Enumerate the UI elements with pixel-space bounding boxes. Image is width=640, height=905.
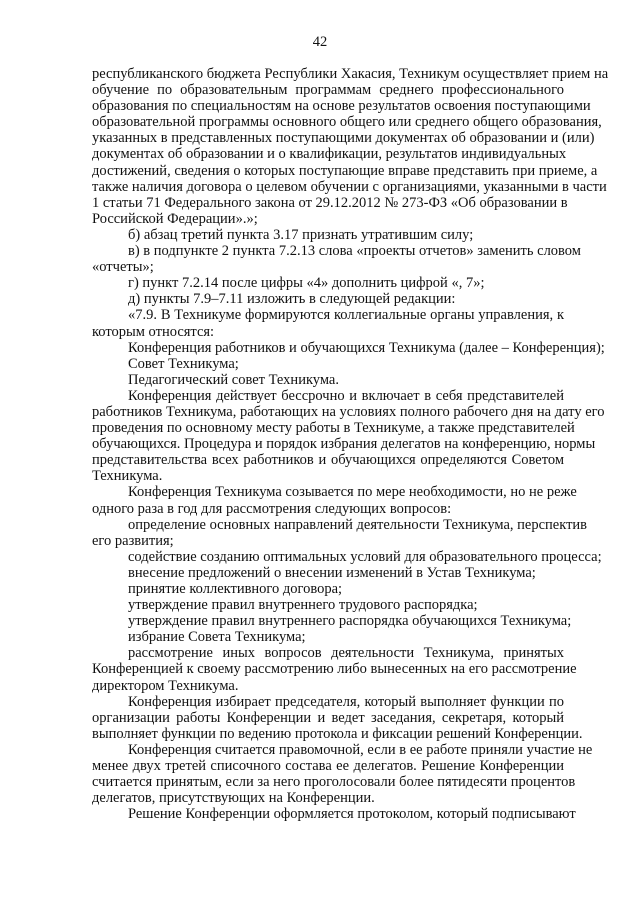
text-line: делегатов, присутствующих на Конференции. — [92, 790, 375, 807]
text-line: Техникума. — [92, 468, 163, 485]
text-line: представительства всех работников и обучающихся определяются Советом — [92, 452, 564, 469]
text-line: Педагогический совет Техникума. — [128, 371, 339, 388]
text-line: достижений, сведения о которых поступающие вправе представить при приеме, а — [92, 162, 598, 179]
text-line: организации работы Конференции и ведет заседания, секретаря, который — [92, 709, 564, 726]
text-line: внесение предложений о внесении изменений в Устав Техникума; — [128, 564, 536, 581]
text-line: г) пункт 7.2.14 после цифры «4» дополнить цифрой «, 7»; — [128, 275, 485, 292]
text-line: утверждение правил внутреннего распорядка обучающихся Техникума; — [128, 613, 572, 630]
text-line: которым относятся: — [92, 323, 215, 340]
text-line: 1 статьи 71 Федерального закона от 29.12.2012 № 273-ФЗ «Об образовании в — [92, 194, 568, 211]
text-line: утверждение правил внутреннего трудового распорядка; — [128, 597, 478, 614]
text-line: б) абзац третий пункта 3.17 признать утратившим силу; — [128, 226, 474, 243]
text-line: также наличия договора о целевом обучении с организациями, указанными в части — [92, 178, 607, 195]
text-line: считается принятым, если за него проголосовали более пятидесяти процентов — [92, 774, 576, 791]
text-line: д) пункты 7.9–7.11 изложить в следующей редакции: — [128, 291, 456, 308]
text-line: обучающихся. Процедура и порядок избрания делегатов на конференцию, нормы — [92, 436, 596, 453]
page-number: 42 — [312, 34, 328, 50]
text-line: содействие созданию оптимальных условий для образовательного процесса; — [128, 548, 602, 565]
text-line: документах об образовании и о квалификации, результатов индивидуальных — [92, 146, 567, 163]
text-line: указанных в представленных поступающими документах об образовании и (или) — [92, 130, 595, 147]
text-line: определение основных направлений деятельности Техникума, перспектив — [128, 516, 588, 533]
text-line: образовательной программы основного общего или среднего общего образования, — [92, 114, 602, 131]
text-line: Совет Техникума; — [128, 355, 239, 372]
text-line: в) в подпункте 2 пункта 7.2.13 слова «проекты отчетов» заменить словом — [128, 243, 581, 260]
text-line: Конференция действует бессрочно и включает в себя представителей — [128, 387, 564, 404]
text-line: республиканского бюджета Республики Хакасия, Техникум осуществляет прием на — [92, 66, 609, 82]
text-line: Российской Федерации».»; — [92, 210, 258, 227]
text-line: «7.9. В Техникуме формируются коллегиальные органы управления, к — [128, 307, 564, 324]
text-line: работников Техникума, работающих на условиях полного рабочего дня на дату его — [92, 403, 605, 420]
text-line: директором Техникума. — [92, 677, 239, 694]
text-line: Конференция работников и обучающихся Техникума (далее – Конференция); — [128, 339, 605, 356]
text-line: принятие коллективного договора; — [128, 581, 343, 597]
text-line: образования по специальностям на основе результатов освоения поступающими — [92, 98, 591, 115]
text-line: проведения по основному месту работы в Техникуме, а также представителей — [92, 420, 575, 437]
text-line: Конференция Техникума созывается по мере необходимости, но не реже — [128, 484, 577, 501]
text-line: обучение по образовательным программам среднего профессионального — [92, 82, 564, 99]
text-line: «отчеты»; — [92, 259, 154, 276]
text-line: менее двух третей списочного состава ее делегатов. Решение Конференции — [92, 758, 564, 775]
text-line: Конференцией к своему рассмотрению либо вынесенных на его рассмотрение — [92, 661, 577, 678]
text-line: Конференция считается правомочной, если в ее работе приняли участие не — [128, 741, 593, 758]
text-line: его развития; — [92, 532, 174, 549]
text-line: одного раза в год для рассмотрения следующих вопросов: — [92, 500, 452, 517]
text-line: Конференция избирает председателя, который выполняет функции по — [128, 693, 564, 710]
document-body — [92, 66, 609, 823]
text-line: избрание Совета Техникума; — [128, 629, 306, 646]
text-line: Решение Конференции оформляется протоколом, который подписывают — [128, 806, 576, 823]
text-line: выполняет функции по ведению протокола и фиксации решений Конференции. — [92, 725, 583, 742]
text-line: рассмотрение иных вопросов деятельности Техникума, принятых — [128, 645, 564, 662]
